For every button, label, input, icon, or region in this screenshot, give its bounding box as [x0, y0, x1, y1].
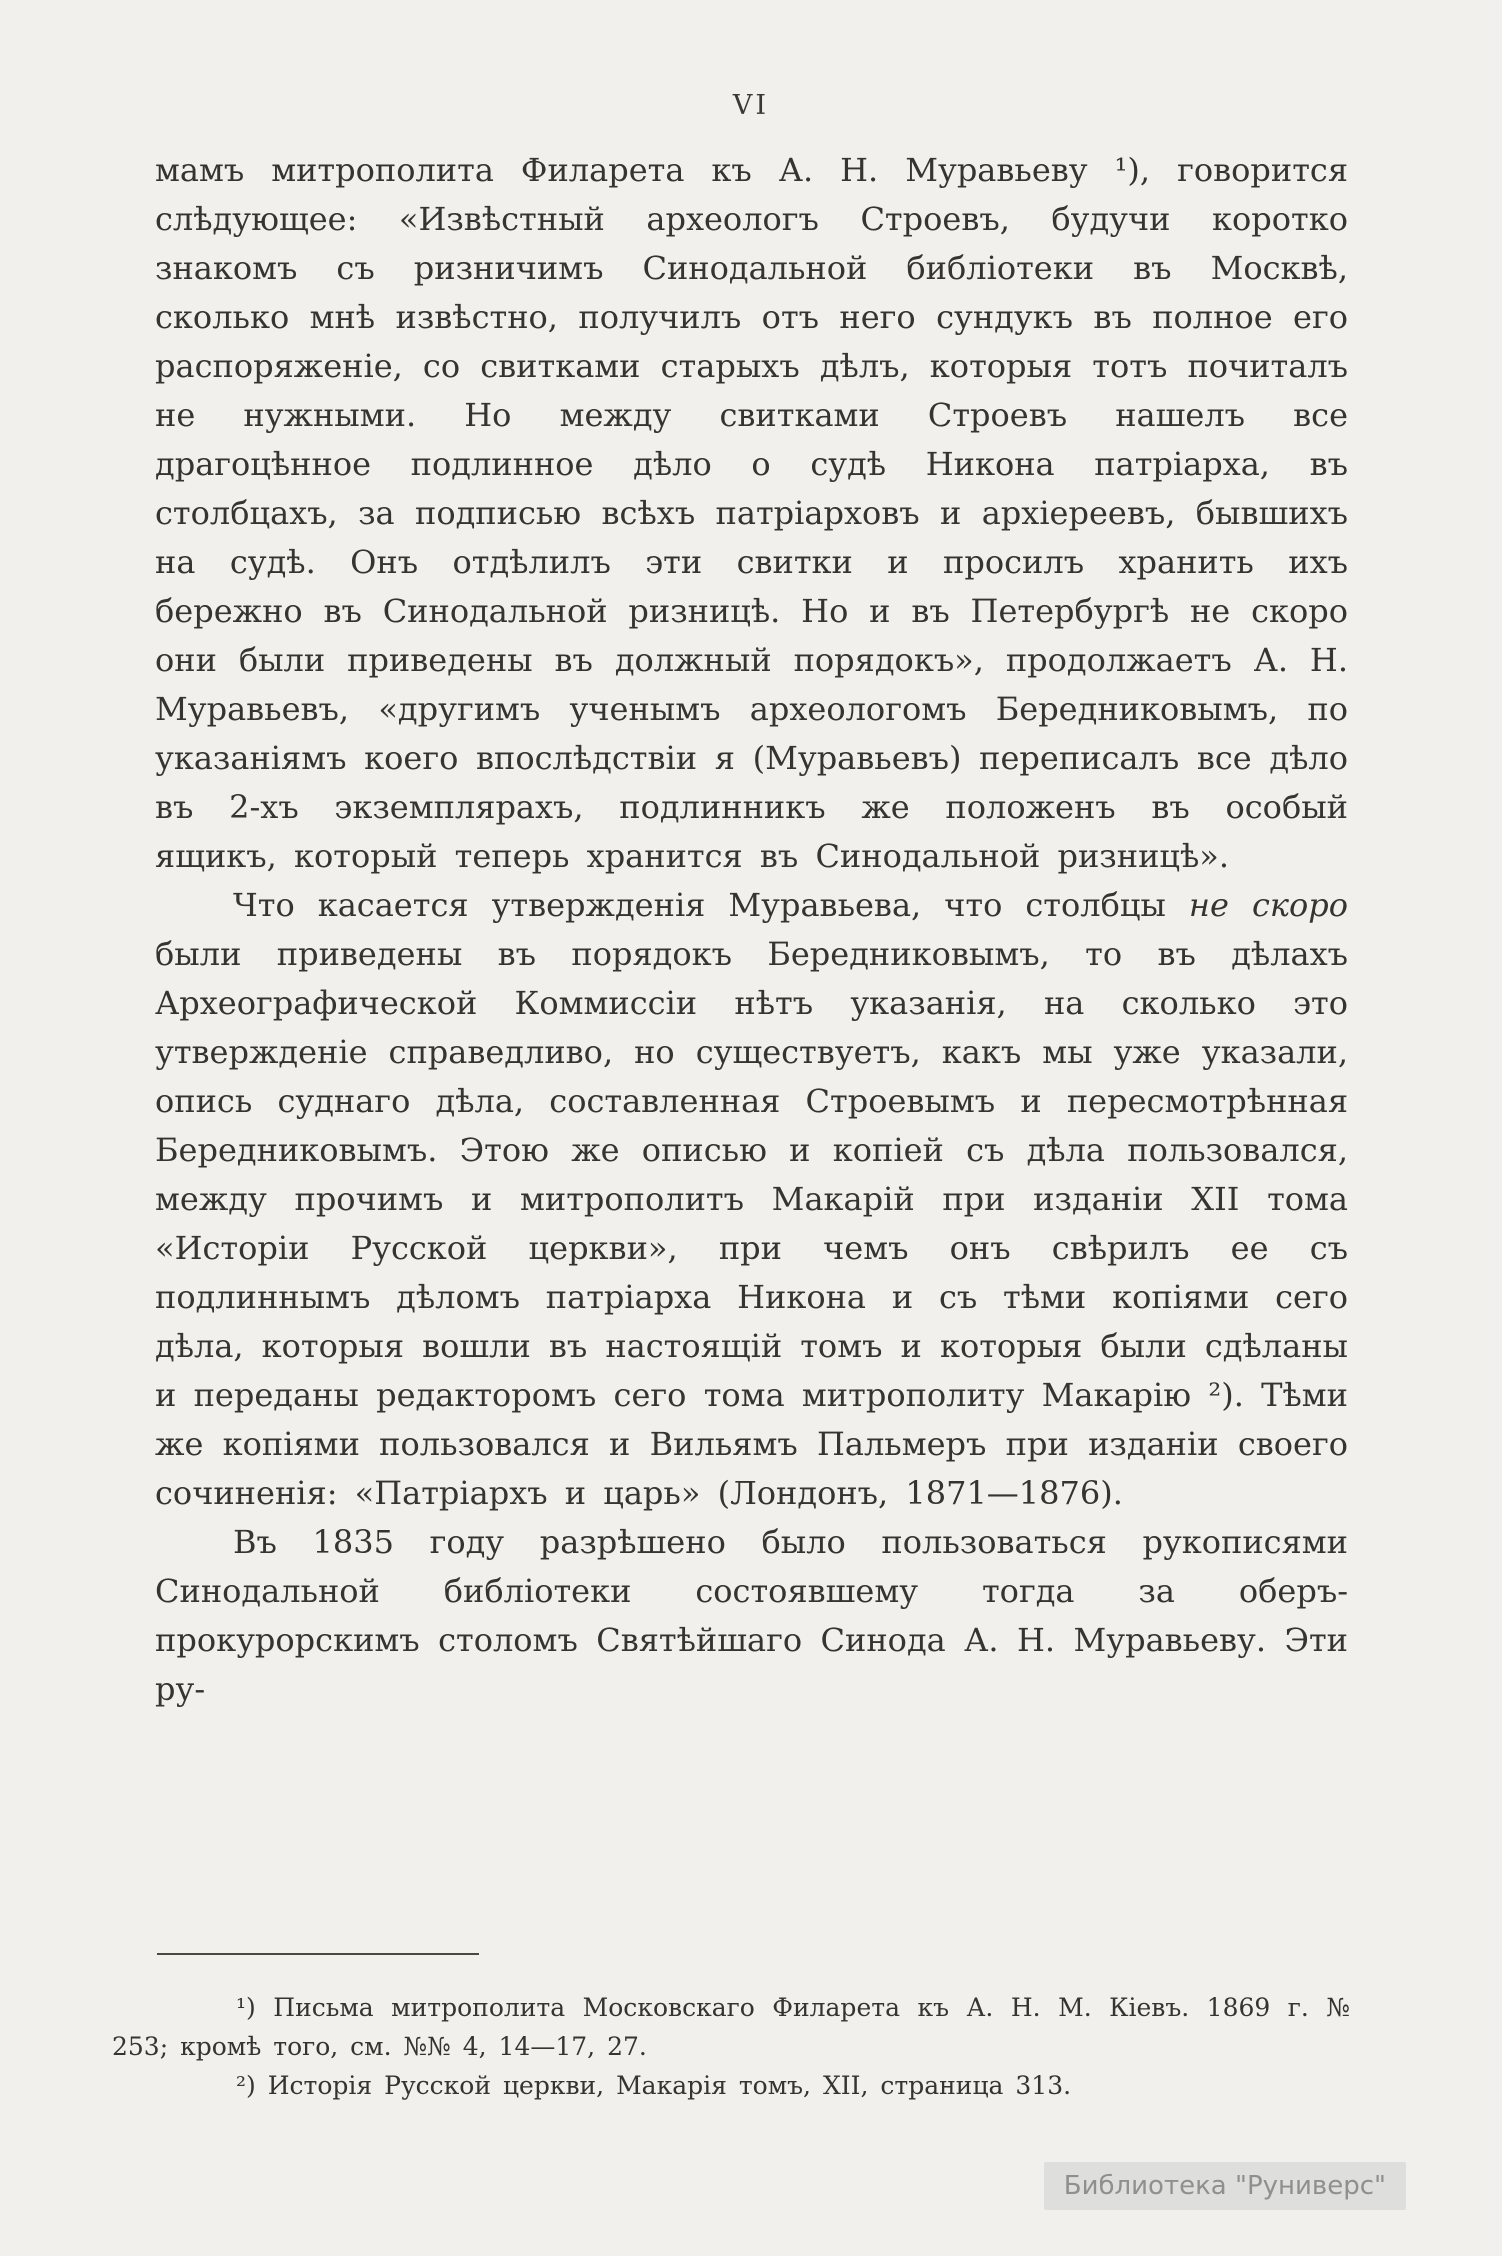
paragraph-text: были приведены въ порядокъ Бередниковымъ, то въ дѣлахъ Археографической Коммиссіи нѣтъ указанія, на сколько это утвержденіе справедливо, но существуетъ, какъ мы уже указали, опись суднаго дѣла, составленная Строевымъ и пересмотрѣнная Бередниковымъ. Этою же описью и копіей съ дѣла пользовался, между прочимъ и митрополитъ Макарій при изданіи XII тома «Исторіи Русской церкви», при чемъ онъ свѣрилъ ее съ подлиннымъ дѣломъ патріарха Никона и съ тѣми копіями сего дѣла, которыя вошли въ настоящій томъ и которыя были сдѣланы и переданы редакторомъ сего тома митрополиту Макарію ²). Тѣми же копіями пользовался и Вильямъ Пальмеръ при изданіи своего сочиненія: «Патріархъ и царь» (Лондонъ, 1871—1876). [155, 935, 1348, 1512]
footnotes [112, 1988, 1350, 2105]
library-watermark: Библиотека "Руниверс" [1044, 2162, 1406, 2210]
footnote-separator [157, 1953, 479, 1955]
footnote-1: ¹) Письма митрополита Московскаго Филарета къ А. Н. М. Кіевъ. 1869 г. № 253; кромѣ того, см. №№ 4, 14—17, 27. [112, 1993, 1350, 2061]
paragraph-text: Что касается утвержденія Муравьева, что столбцы [233, 886, 1189, 924]
paragraph: Въ 1835 году разрѣшено было пользоваться рукописями Синодальной библіотеки состоявшему тогда за оберъ-прокурорскимъ столомъ Святѣйшаго Синода А. Н. Муравьеву. Эти ру- [155, 1523, 1348, 1708]
paragraph-continuation: мамъ митрополита Филарета къ А. Н. Муравьеву ¹), говорится слѣдующее: «Извѣстный археологъ Строевъ, будучи коротко знакомъ съ ризничимъ Синодальной библіотеки въ Москвѣ, сколько мнѣ извѣстно, получилъ отъ него сундукъ въ полное его распоряженіе, со свитками старыхъ дѣлъ, которыя тотъ почиталъ не нужными. Но между свитками Строевъ нашелъ все драгоцѣнное подлинное дѣло о судѣ Никона патріарха, въ столбцахъ, за подписью всѣхъ патріарховъ и архіереевъ, бывшихъ на судѣ. Онъ отдѣлилъ эти свитки и просилъ хранить ихъ бережно въ Синодальной ризницѣ. Но и въ Петербургѣ не скоро они были приведены въ должный порядокъ», продолжаетъ А. Н. Муравьевъ, «другимъ ученымъ археологомъ Бередниковымъ, по указаніямъ коего впослѣдствіи я (Муравьевъ) переписалъ все дѣло въ 2-хъ экземплярахъ, подлинникъ же положенъ въ особый ящикъ, который теперь хранится въ Синодальной ризницѣ». [155, 151, 1348, 875]
page-number: VI [732, 90, 770, 121]
main-text [155, 146, 1348, 1714]
footnote-2: ²) Исторія Русской церкви, Макарія томъ, XII, страница 313. [236, 2071, 1072, 2100]
paragraph [155, 881, 1348, 1518]
italic-phrase: не скоро [1188, 886, 1349, 924]
